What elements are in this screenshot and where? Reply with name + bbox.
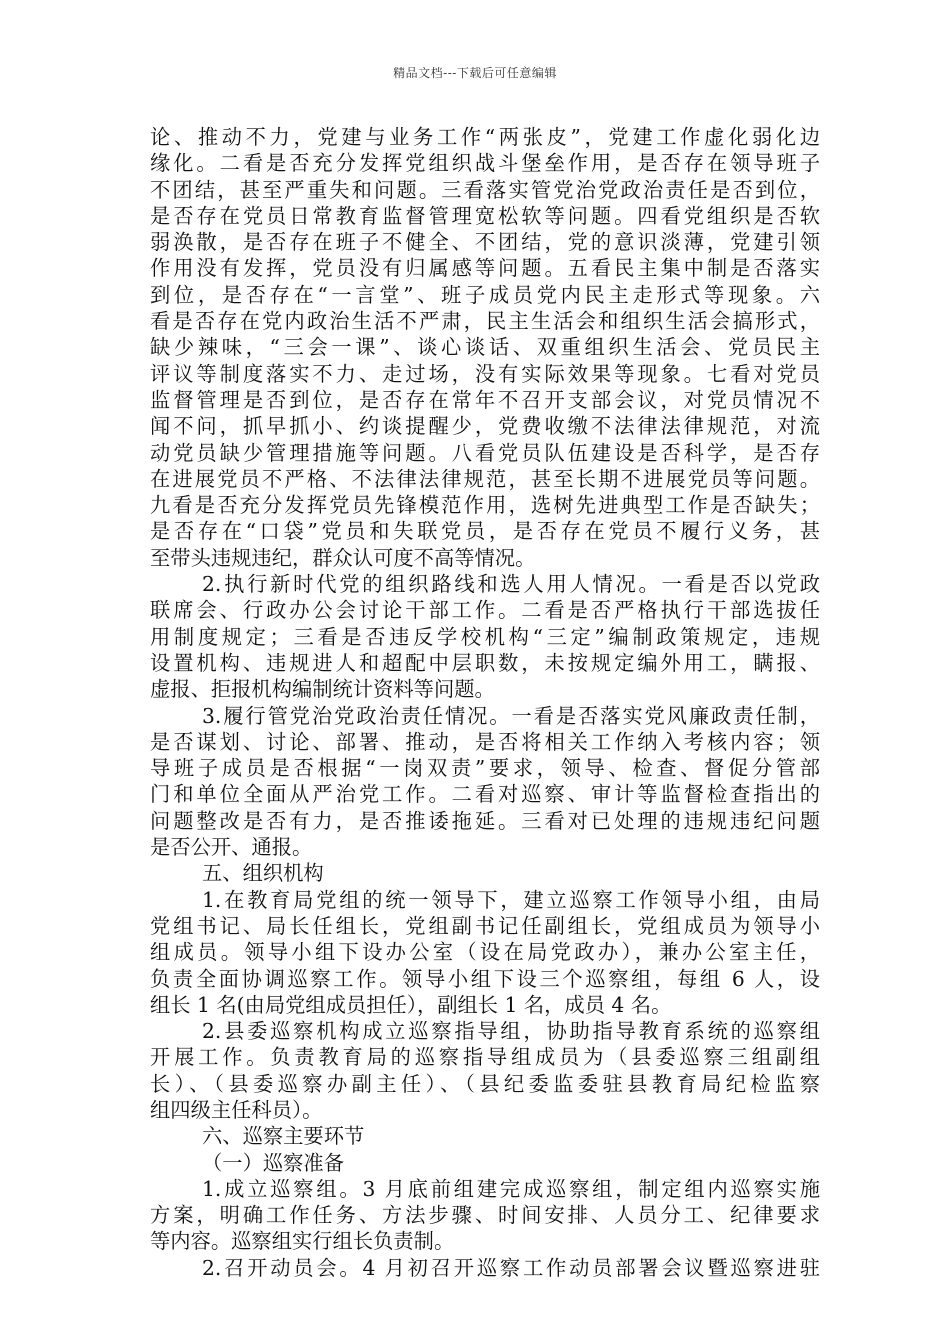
text-line: 是否存在党员日常教育监督管理宽松软等问题。四看党组织是否软 bbox=[150, 203, 820, 228]
text-line: 方案，明确工作任务、方法步骤、时间安排、人员分工、纪律要求 bbox=[150, 1203, 820, 1228]
text-line: 设置机构、违规进人和超配中层职数，未按规定编外用工，瞒报、 bbox=[150, 650, 820, 675]
page-header: 精品文档---下载后可任意编辑 bbox=[393, 66, 557, 80]
text-line: 3.履行管党治党政治责任情况。一看是否落实党风廉政责任制， bbox=[202, 703, 820, 728]
text-line: 监督管理是否到位，是否存在常年不召开支部会议，对党员情况不 bbox=[150, 387, 820, 412]
text-line: 六、巡察主要环节 bbox=[202, 1124, 365, 1149]
text-line: 论、推动不力，党建与业务工作“两张皮”，党建工作虚化弱化边 bbox=[150, 125, 820, 149]
text-line: 缺少辣味，“三会一课”、谈心谈话、双重组织生活会、党员民主 bbox=[150, 335, 820, 360]
text-line: 问题整改是否有力，是否推诿拖延。三看对已处理的违规违纪问题 bbox=[150, 808, 820, 833]
text-line: 弱涣散，是否存在班子不健全、不团结，党的意识淡薄，党建引领 bbox=[150, 230, 820, 255]
text-line: 用制度规定；三看是否违反学校机构“三定”编制政策规定，违规 bbox=[150, 624, 820, 649]
text-line: 评议等制度落实不力、走过场，没有实际效果等现象。七看对党员 bbox=[150, 361, 820, 386]
text-line: 五、组织机构 bbox=[202, 861, 324, 886]
text-line: 联席会、行政办公会讨论干部工作。二看是否严格执行干部选拔任 bbox=[150, 598, 820, 623]
text-line: 在进展党员不严格、不法律法律规范，甚至长期不进展党员等问题。 bbox=[150, 466, 820, 491]
text-line: （一）巡察准备 bbox=[202, 1150, 344, 1175]
text-line: 是否存在“口袋”党员和失联党员，是否存在党员不履行义务，甚 bbox=[150, 519, 820, 544]
text-line: 组成员。领导小组下设办公室（设在局党政办），兼办公室主任， bbox=[150, 940, 820, 965]
text-line: 1.成立巡察组。3 月底前组建完成巡察组，制定组内巡察实施 bbox=[202, 1176, 820, 1201]
text-line: 负责全面协调巡察工作。领导小组下设三个巡察组，每组 6 人，设 bbox=[150, 966, 820, 991]
text-line: 是否谋划、讨论、部署、推动，是否将相关工作纳入考核内容；领 bbox=[150, 729, 820, 754]
text-line: 看是否存在党内政治生活不严肃，民主生活会和组织生活会搞形式， bbox=[150, 309, 820, 334]
text-line: 党组书记、局长任组长，党组副书记任副组长，党组成员为领导小 bbox=[150, 913, 820, 938]
text-line: 九看是否充分发挥党员先锋模范作用，选树先进典型工作是否缺失； bbox=[150, 493, 820, 518]
text-line: 导班子成员是否根据“一岗双责”要求，领导、检查、督促分管部 bbox=[150, 756, 820, 781]
text-line: 组长 1 名(由局党组成员担任），副组长 1 名，成员 4 名。 bbox=[150, 992, 672, 1017]
text-line: 至带头违规违纪，群众认可度不高等情况。 bbox=[150, 545, 536, 570]
text-line: 组四级主任科员）。 bbox=[150, 1097, 323, 1122]
text-line: 2.执行新时代党的组织路线和选人用人情况。一看是否以党政 bbox=[202, 572, 820, 597]
text-line: 等内容。巡察组实行组长负责制。 bbox=[150, 1229, 455, 1254]
text-line: 不团结，甚至严重失和问题。三看落实管党治党政治责任是否到位， bbox=[150, 177, 820, 202]
text-line: 2.召开动员会。4 月初召开巡察工作动员部署会议暨巡察进驻 bbox=[202, 1255, 820, 1280]
text-line: 是否公开、通报。 bbox=[150, 835, 313, 860]
text-line: 作用没有发挥，党员没有归属感等问题。五看民主集中制是否落实 bbox=[150, 256, 820, 281]
document-body bbox=[150, 124, 820, 1281]
text-line: 虚报、拒报机构编制统计资料等问题。 bbox=[150, 677, 495, 702]
text-line: 长）、（县委巡察办副主任）、（县纪委监委驻县教育局纪检监察 bbox=[150, 1071, 820, 1096]
text-line: 2.县委巡察机构成立巡察指导组，协助指导教育系统的巡察组 bbox=[202, 1019, 820, 1044]
text-line: 动党员缺少管理措施等问题。八看党员队伍建设是否科学，是否存 bbox=[150, 440, 820, 465]
text-line: 到位，是否存在“一言堂”、班子成员党内民主走形式等现象。六 bbox=[150, 282, 820, 307]
text-line: 1.在教育局党组的统一领导下，建立巡察工作领导小组，由局 bbox=[202, 887, 820, 912]
text-line: 闻不问，抓早抓小、约谈提醒少，党费收缴不法律法律规范，对流 bbox=[150, 414, 820, 439]
text-line: 开展工作。负责教育局的巡察指导组成员为（县委巡察三组副组 bbox=[150, 1045, 820, 1070]
text-line: 门和单位全面从严治党工作。二看对巡察、审计等监督检查指出的 bbox=[150, 782, 820, 807]
text-line: 缘化。二看是否充分发挥党组织战斗堡垒作用，是否存在领导班子 bbox=[150, 151, 820, 176]
